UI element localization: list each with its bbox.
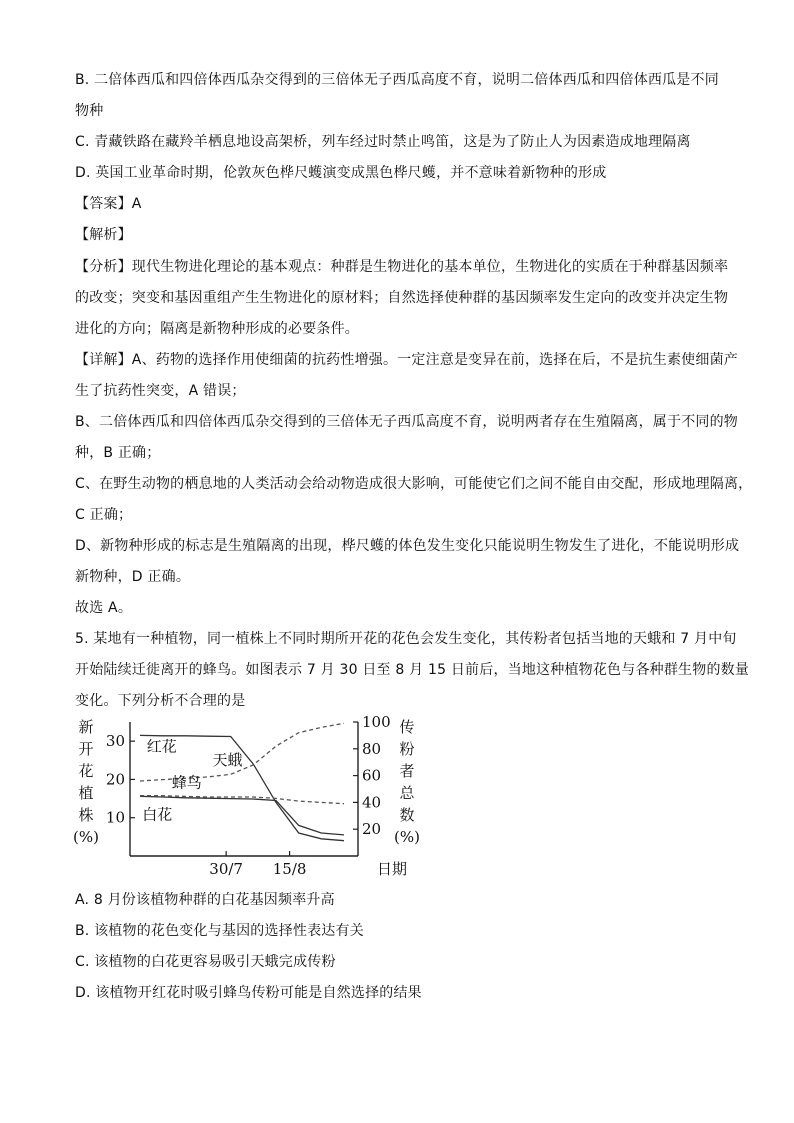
text-line: 【解析】 <box>75 227 132 243</box>
x-tick-label: 15/8 <box>272 860 307 878</box>
left-axis-label-char: 开 <box>78 740 94 758</box>
text-line: C. 青藏铁路在藏羚羊栖息地设高架桥，列车经过时禁止鸣笛，这是为了防止人为因素造成地理隔离 <box>75 134 691 150</box>
series-label: 白花 <box>142 805 173 824</box>
text-line: B、二倍体西瓜和四倍体西瓜杂交得到的三倍体无子西瓜高度不育，说明两者存在生殖隔离，属于不同的物 <box>75 414 739 430</box>
text-line: 【分析】现代生物进化理论的基本观点：种群是生物进化的基本单位，生物进化的实质在于种群基因频率 <box>75 259 729 275</box>
series-label: 天蛾 <box>212 750 243 769</box>
text-line: C、在野生动物的栖息地的人类活动会给动物造成很大影响，可能使它们之间不能自由交配，形成地理隔离， <box>75 476 753 492</box>
left-tick-label: 20 <box>105 770 125 789</box>
right-axis-label-char: 粉 <box>399 740 415 758</box>
text-line: D. 英国工业革命时期，伦敦灰色桦尺蠖演变成黑色桦尺蠖，并不意味着新物种的形成 <box>75 165 607 181</box>
left-axis-label-char: 新 <box>78 718 94 736</box>
text-line: 进化的方向；隔离是新物种形成的必要条件。 <box>75 321 359 337</box>
text-line: 【答案】A <box>75 196 142 212</box>
text-line: B. 二倍体西瓜和四倍体西瓜杂交得到的三倍体无子西瓜高度不育，说明二倍体西瓜和四倍体西瓜是不同 <box>75 72 719 88</box>
text-line: D、新物种形成的标志是生殖隔离的出现，桦尺蠖的体色发生变化只能说明生物发生了进化，不能说明形成 <box>75 538 740 554</box>
text-line: 新物种，D 正确。 <box>75 569 191 585</box>
answer-option: B. 该植物的花色变化与基因的选择性表达有关 <box>75 923 364 939</box>
x-tick-label: 30/7 <box>209 860 243 878</box>
text-line: 5. 某地有一种植物，同一植株上不同时期所开花的花色会发生变化，其传粉者包括当地的天蛾和 7 月中旬 <box>75 631 737 647</box>
left-tick-label: 30 <box>105 732 125 751</box>
right-axis-label-char: 总 <box>399 784 415 802</box>
left-tick-label: 10 <box>105 808 125 827</box>
left-axis-label-char: 植 <box>78 784 94 802</box>
text-line: 故选 A。 <box>75 600 133 616</box>
chart-svg <box>70 714 430 882</box>
answer-option: D. 该植物开红花时吸引蜂鸟传粉可能是自然选择的结果 <box>75 985 422 1001</box>
text-line: 开始陆续迁徙离开的蜂鸟。如图表示 7 月 30 日至 8 月 15 日前后，当地这种植物花色与各种群生物的数量 <box>75 662 750 678</box>
x-axis-label: 日期 <box>376 860 408 878</box>
answer-option: C. 该植物的白花更容易吸引天蛾完成传粉 <box>75 954 336 970</box>
right-tick-label: 60 <box>362 766 382 785</box>
series-label: 蜂鸟 <box>171 773 202 792</box>
answer-option: A. 8 月份该植物种群的白花基因频率升高 <box>75 892 335 908</box>
text-line: 物种 <box>75 103 104 119</box>
right-tick-label: 40 <box>362 793 382 812</box>
left-axis-label-char: 花 <box>78 762 94 780</box>
right-tick-label: 100 <box>362 714 391 731</box>
text-line: 生了抗药性突变，A 错误； <box>75 383 246 399</box>
right-axis-label-char: 数 <box>399 806 415 824</box>
right-axis-label-char: 传 <box>399 718 415 736</box>
right-axis-label-char: (%) <box>394 828 420 846</box>
text-line: 变化。下列分析不合理的是 <box>75 693 246 709</box>
right-tick-label: 80 <box>362 739 382 758</box>
text-line: 【详解】A、药物的选择作用使细菌的抗药性增强。一定注意是变异在前，选择在后，不是抗生素使细菌产 <box>75 352 738 368</box>
text-line: C 正确； <box>75 507 133 523</box>
right-axis-label-char: 者 <box>399 762 415 780</box>
pollination-chart <box>70 714 430 882</box>
left-axis-label-char: 株 <box>78 806 94 824</box>
series-label: 红花 <box>146 737 177 756</box>
text-line: 的改变；突变和基因重组产生生物进化的原材料；自然选择使种群的基因频率发生定向的改变并决定生物 <box>75 290 729 306</box>
text-line: 种，B 正确； <box>75 445 161 461</box>
right-tick-label: 20 <box>362 820 382 839</box>
left-axis-label-char: (%) <box>73 828 99 846</box>
